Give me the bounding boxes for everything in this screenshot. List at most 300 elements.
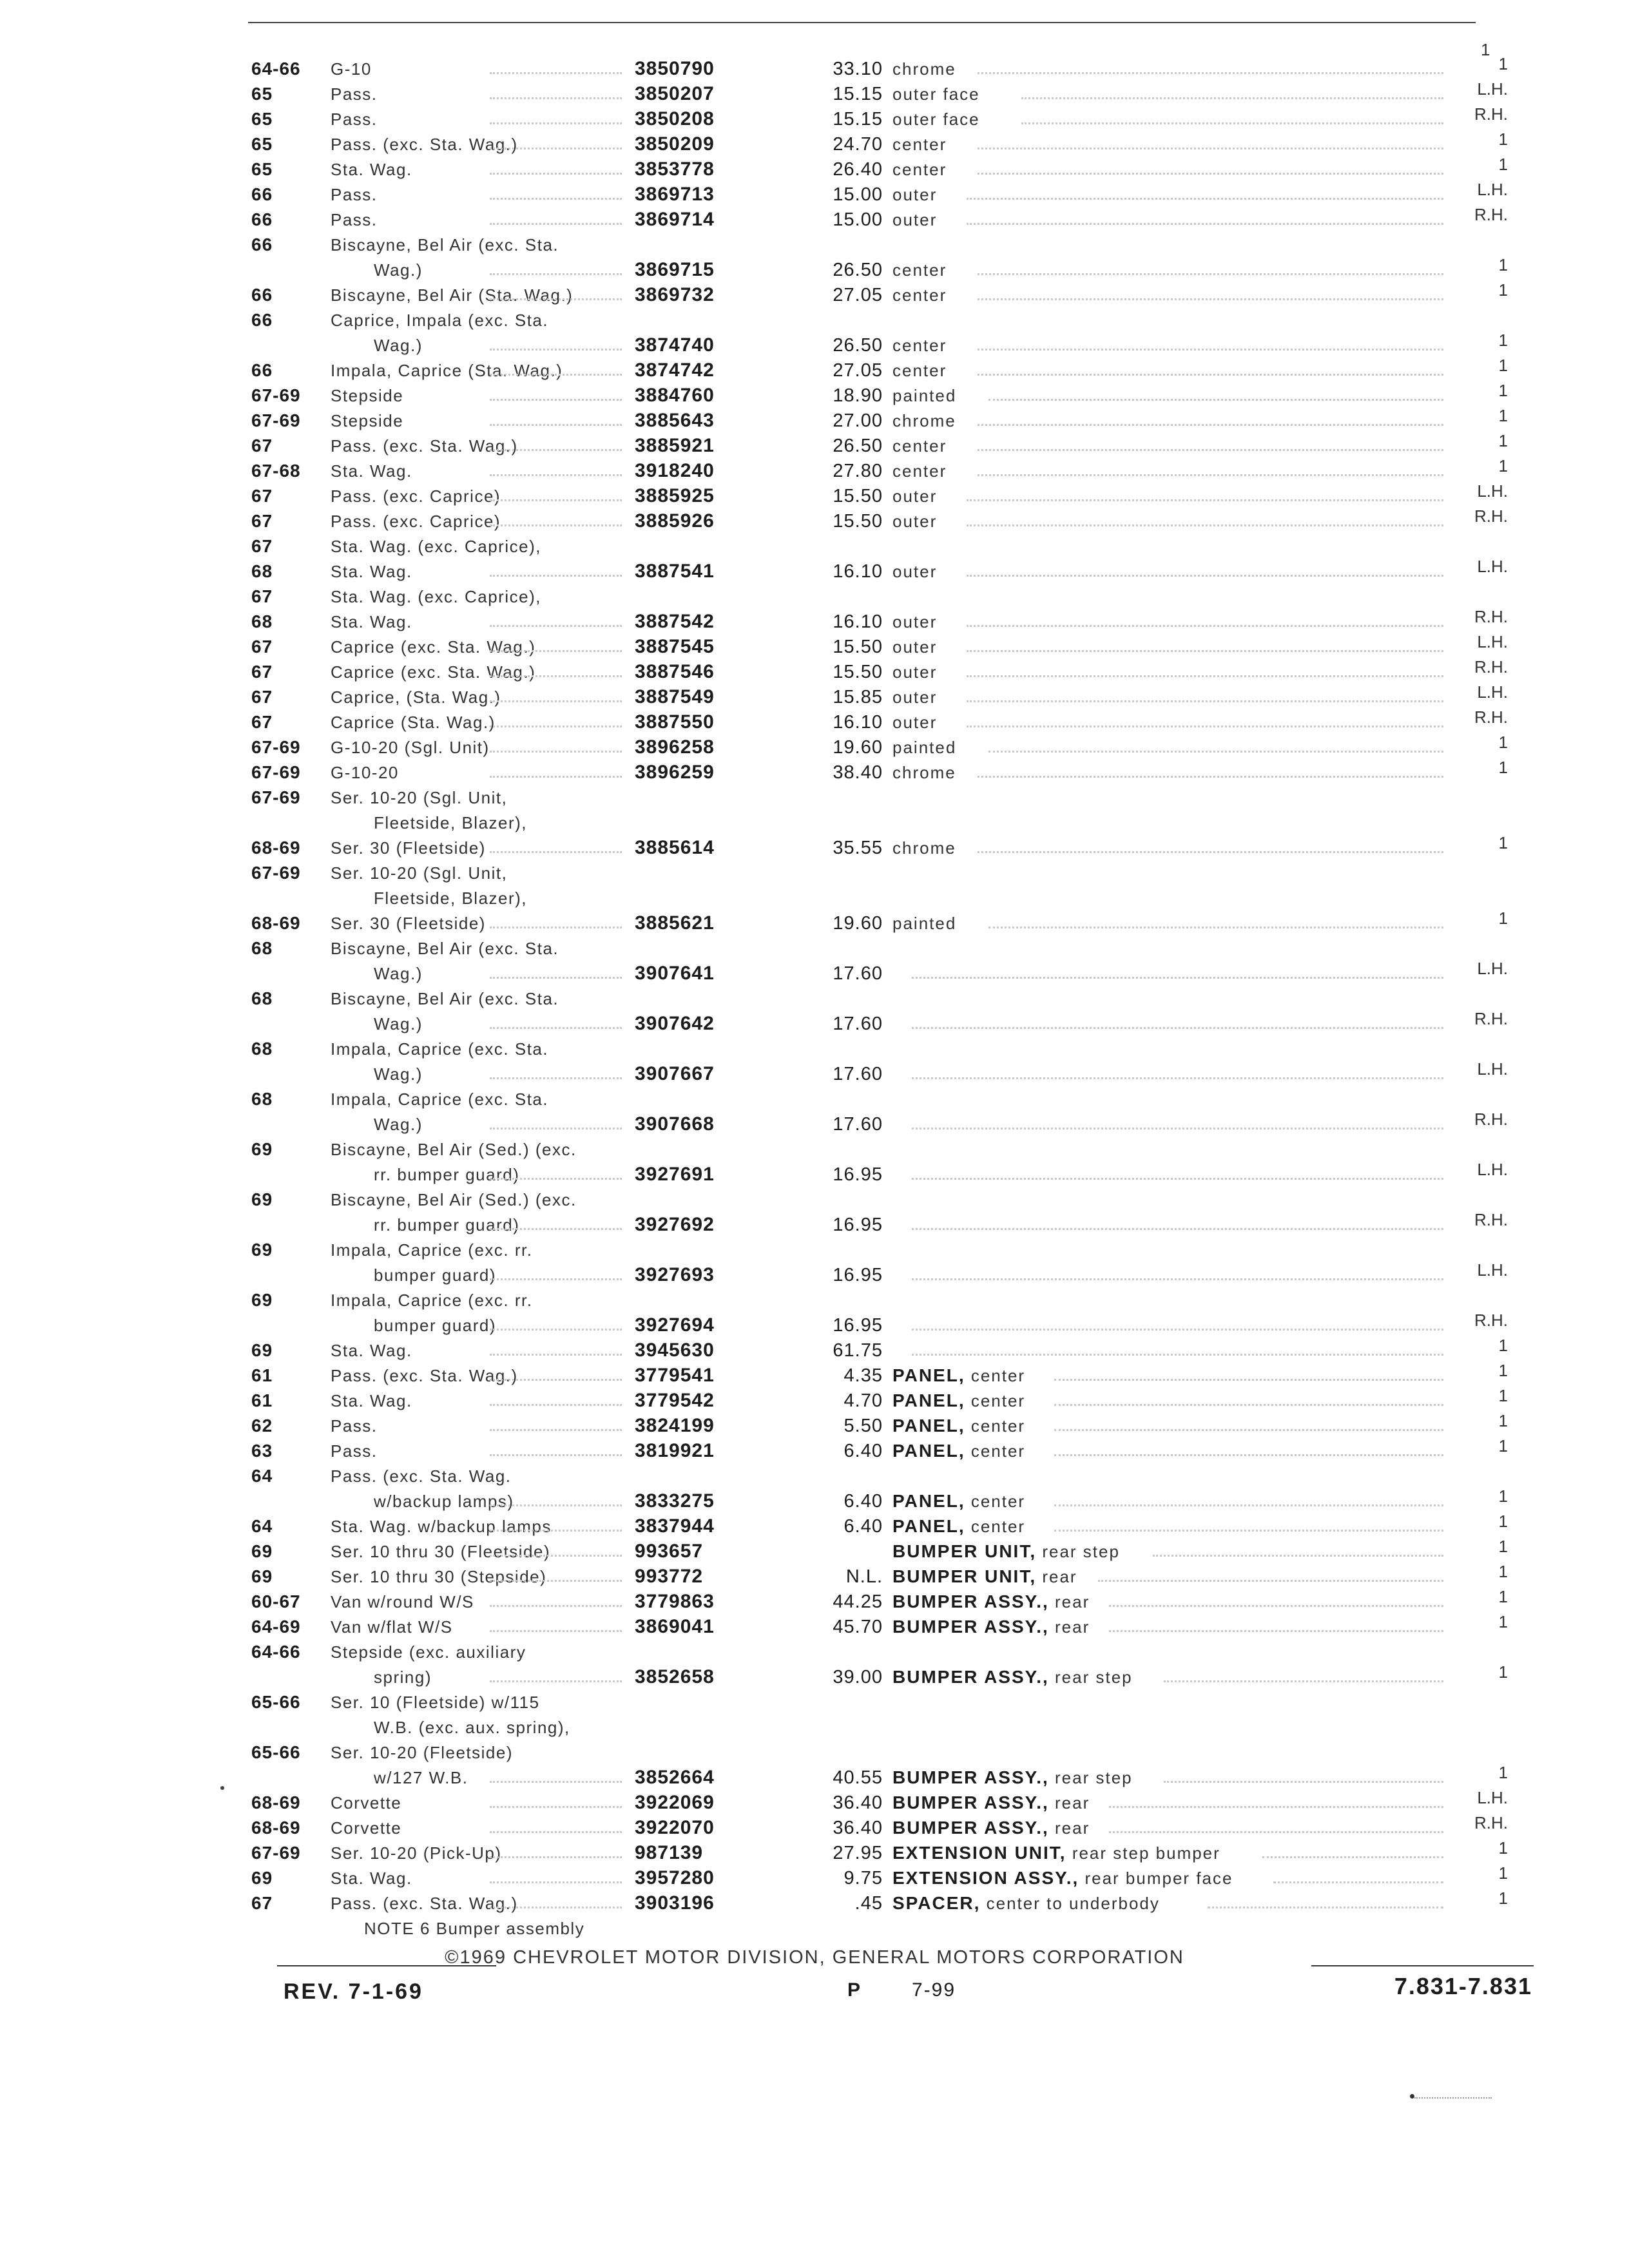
model-year: 66 xyxy=(251,310,273,330)
list-price: 15.50 xyxy=(833,637,883,657)
part-detail: rear step xyxy=(1036,1542,1120,1561)
model-year: 69 xyxy=(251,1139,273,1159)
quantity-side: L.H. xyxy=(1477,180,1508,199)
part-number: 3779863 xyxy=(635,1591,715,1612)
dot-leader xyxy=(967,499,1443,501)
part-number: 3885614 xyxy=(635,837,715,858)
part-number: 3907641 xyxy=(635,963,715,984)
model-description: rr. bumper guard) xyxy=(374,1165,520,1184)
parts-row xyxy=(0,280,1629,308)
part-number: 3852658 xyxy=(635,1666,715,1687)
list-price: 35.55 xyxy=(833,838,883,858)
part-name: PANEL, xyxy=(892,1390,965,1410)
quantity-side: L.H. xyxy=(1477,959,1508,978)
part-detail: center xyxy=(965,1517,1026,1536)
dot-leader xyxy=(490,1781,622,1783)
dot-leader xyxy=(1109,1831,1443,1833)
model-year: 65 xyxy=(251,159,273,179)
parts-row xyxy=(0,682,1629,710)
model-description: Caprice (exc. Sta. Wag.) xyxy=(331,662,536,682)
parts-row xyxy=(0,657,1629,685)
parts-row xyxy=(0,584,1629,610)
part-description xyxy=(892,82,1356,106)
model-year: 65-66 xyxy=(251,1742,301,1762)
part-detail: chrome xyxy=(892,763,956,782)
parts-row xyxy=(0,1464,1629,1514)
part-description xyxy=(892,182,1356,207)
model-year: 68 xyxy=(251,938,273,958)
model-description: Van w/round W/S xyxy=(331,1592,474,1611)
model-year: 67 xyxy=(251,486,273,506)
part-number: 3850790 xyxy=(635,58,715,79)
dot-leader xyxy=(1153,1555,1443,1557)
dot-leader xyxy=(1109,1630,1443,1632)
list-price: 15.50 xyxy=(833,486,883,506)
part-detail: center xyxy=(965,1391,1026,1410)
quantity-side: 1 xyxy=(1498,833,1508,852)
list-price: 6.40 xyxy=(843,1491,883,1512)
dot-leader xyxy=(490,776,622,778)
model-description: Sta. Wag. xyxy=(331,461,412,481)
model-year: 64-66 xyxy=(251,1642,301,1662)
quantity-side: 1 xyxy=(1498,1662,1508,1682)
quantity-side: 1 xyxy=(1498,1888,1508,1908)
dot-leader xyxy=(490,449,622,451)
part-number: 3869732 xyxy=(635,284,715,305)
model-year: 67 xyxy=(251,436,273,456)
part-description xyxy=(892,408,1356,433)
model-year: 67 xyxy=(251,586,273,606)
part-number: 3907642 xyxy=(635,1013,715,1034)
dot-leader xyxy=(490,1404,622,1406)
dot-leader xyxy=(490,273,622,275)
dot-leader xyxy=(490,675,622,677)
quantity-side: 1 xyxy=(1498,431,1508,450)
quantity-side: 1 xyxy=(1498,130,1508,149)
model-year: 67-69 xyxy=(251,1843,301,1863)
model-description: Caprice, (Sta. Wag.) xyxy=(331,687,501,707)
quantity-side: L.H. xyxy=(1477,1788,1508,1807)
part-detail: outer xyxy=(892,713,938,732)
quantity-side: 1 xyxy=(1498,1512,1508,1531)
list-price: 26.50 xyxy=(833,260,883,280)
model-year: 64-66 xyxy=(251,59,301,79)
page-number: 7-99 xyxy=(912,1979,956,2001)
dot-leader xyxy=(490,1077,622,1079)
part-number: 3885925 xyxy=(635,485,715,506)
part-number: 3885926 xyxy=(635,510,715,532)
model-description: Fleetside, Blazer), xyxy=(374,889,528,908)
part-description xyxy=(892,1389,1356,1413)
part-description xyxy=(892,57,1356,81)
part-detail: chrome xyxy=(892,411,956,430)
dot-leader xyxy=(490,1329,622,1331)
dot-leader xyxy=(978,148,1443,149)
top-qty: 1 xyxy=(1481,40,1490,59)
part-number: 3907667 xyxy=(635,1063,715,1084)
part-description xyxy=(892,1791,1356,1815)
quantity-side: R.H. xyxy=(1474,1311,1508,1330)
dot-leader xyxy=(490,1881,622,1883)
dot-leader xyxy=(490,1178,622,1180)
model-year: 68 xyxy=(251,611,273,631)
dot-leader xyxy=(1262,1856,1443,1858)
dot-leader xyxy=(490,625,622,627)
part-description xyxy=(892,207,1356,232)
part-description xyxy=(892,258,1356,282)
parts-row xyxy=(0,1087,1629,1137)
part-number: 3927691 xyxy=(635,1164,715,1185)
model-year: 64-69 xyxy=(251,1617,301,1637)
part-description xyxy=(892,1363,1356,1388)
model-description: rr. bumper guard) xyxy=(374,1215,520,1235)
part-name: PANEL, xyxy=(892,1516,965,1536)
model-year: 68-69 xyxy=(251,1792,301,1812)
model-description: Sta. Wag. xyxy=(331,1341,412,1360)
dot-leader xyxy=(967,223,1443,225)
model-year: 67-69 xyxy=(251,385,301,405)
model-year: 69 xyxy=(251,1541,273,1561)
part-detail: chrome xyxy=(892,59,956,79)
list-price: 61.75 xyxy=(833,1340,883,1361)
model-year: 65 xyxy=(251,134,273,154)
dot-leader xyxy=(490,700,622,702)
quantity-side: 1 xyxy=(1498,1386,1508,1405)
part-number: 993772 xyxy=(635,1566,704,1587)
parts-row xyxy=(0,936,1629,986)
model-description: Impala, Caprice (Sta. Wag.) xyxy=(331,361,563,380)
model-description: Pass. xyxy=(331,110,378,129)
list-price: 6.40 xyxy=(843,1441,883,1461)
parts-row xyxy=(0,132,1629,157)
parts-row xyxy=(0,431,1629,459)
dot-leader xyxy=(978,776,1443,778)
model-year: 67 xyxy=(251,637,273,657)
model-description: Biscayne, Bel Air (exc. Sta. xyxy=(331,939,559,958)
list-price: 15.00 xyxy=(833,184,883,205)
dot-leader xyxy=(967,198,1443,200)
part-description xyxy=(892,383,1356,408)
dot-leader xyxy=(490,927,622,928)
model-year: 67 xyxy=(251,1893,273,1913)
dot-leader xyxy=(1109,1605,1443,1607)
dot-leader xyxy=(912,1077,1443,1079)
part-description xyxy=(892,1564,1356,1589)
model-year: 68 xyxy=(251,1089,273,1109)
model-description: Ser. 10-20 (Pick-Up) xyxy=(331,1843,502,1863)
dot-leader xyxy=(490,1680,622,1682)
parts-row xyxy=(0,1411,1629,1439)
part-number: 3833275 xyxy=(635,1490,715,1512)
part-detail: center xyxy=(892,361,947,380)
dot-leader xyxy=(1054,1504,1443,1506)
model-description: w/backup lamps) xyxy=(374,1492,514,1511)
part-detail: center xyxy=(892,336,947,355)
parts-row xyxy=(0,1386,1629,1414)
part-detail: outer xyxy=(892,662,938,682)
quantity-side: L.H. xyxy=(1477,1160,1508,1179)
model-description: G-10-20 (Sgl. Unit) xyxy=(331,738,490,757)
model-description: Corvette xyxy=(331,1793,402,1812)
model-description: Sta. Wag. xyxy=(331,1391,412,1410)
dot-leader xyxy=(988,927,1443,928)
parts-row xyxy=(0,79,1629,107)
list-price: 39.00 xyxy=(833,1667,883,1687)
model-description: Impala, Caprice (exc. rr. xyxy=(331,1291,533,1310)
list-price: 45.70 xyxy=(833,1617,883,1637)
model-year: 63 xyxy=(251,1441,273,1461)
quantity-side: R.H. xyxy=(1474,506,1508,526)
part-description xyxy=(892,760,1356,785)
dot-leader xyxy=(1098,1580,1443,1582)
list-price: 38.40 xyxy=(833,762,883,783)
dot-leader xyxy=(490,1429,622,1431)
quantity-side: 1 xyxy=(1498,1436,1508,1456)
model-year: 66 xyxy=(251,209,273,229)
model-year: 66 xyxy=(251,235,273,255)
dot-leader xyxy=(978,449,1443,451)
model-description: Stepside xyxy=(331,411,404,430)
part-number: 987139 xyxy=(635,1842,704,1863)
parts-row xyxy=(0,207,1629,233)
quantity-side: 1 xyxy=(1498,280,1508,300)
model-description: Van w/flat W/S xyxy=(331,1617,453,1637)
quantity-side: R.H. xyxy=(1474,657,1508,677)
dot-leader xyxy=(978,851,1443,853)
model-description: Sta. Wag. (exc. Caprice), xyxy=(331,587,541,606)
part-detail: outer face xyxy=(892,110,980,129)
model-year: 66 xyxy=(251,184,273,204)
model-year: 65 xyxy=(251,109,273,129)
model-description: Stepside (exc. auxiliary xyxy=(331,1642,526,1662)
model-description: Ser. 10-20 (Sgl. Unit, xyxy=(331,788,508,807)
part-detail: center xyxy=(892,436,947,456)
list-price: N.L. xyxy=(845,1566,883,1587)
quantity-side: R.H. xyxy=(1474,1009,1508,1028)
model-year: 67 xyxy=(251,536,273,556)
quantity-side: L.H. xyxy=(1477,632,1508,651)
part-description xyxy=(892,509,1356,533)
part-number: 3922069 xyxy=(635,1792,715,1813)
part-detail: rear step bumper xyxy=(1066,1843,1220,1863)
list-price: 15.50 xyxy=(833,662,883,682)
model-description: Impala, Caprice (exc. Sta. xyxy=(331,1039,549,1059)
quantity-side: 1 xyxy=(1498,733,1508,752)
model-description: Caprice (Sta. Wag.) xyxy=(331,713,496,732)
part-number: 3945630 xyxy=(635,1340,715,1361)
model-description: Pass. xyxy=(331,210,378,229)
quantity-side: 1 xyxy=(1498,1562,1508,1581)
part-number: 3887549 xyxy=(635,686,715,707)
part-detail: rear xyxy=(1048,1793,1090,1812)
parts-row xyxy=(0,1338,1629,1363)
quantity-side: 1 xyxy=(1498,1411,1508,1430)
part-detail: rear bumper face xyxy=(1079,1869,1233,1888)
dot-leader xyxy=(912,1178,1443,1180)
dot-leader xyxy=(490,399,622,401)
quantity-side: 1 xyxy=(1498,255,1508,274)
dot-leader xyxy=(1164,1781,1443,1783)
model-description: Wag.) xyxy=(374,260,423,280)
dot-leader xyxy=(967,700,1443,702)
quantity-side: 1 xyxy=(1498,1537,1508,1556)
quantity-side: 1 xyxy=(1498,1336,1508,1355)
dot-leader xyxy=(490,499,622,501)
model-year: 68 xyxy=(251,561,273,581)
part-description xyxy=(892,1539,1356,1564)
part-number: 3884760 xyxy=(635,385,715,406)
model-description: Pass. xyxy=(331,1416,378,1436)
quantity-side: 1 xyxy=(1498,1587,1508,1606)
dot-leader xyxy=(490,1504,622,1506)
list-price: 15.85 xyxy=(833,687,883,707)
dot-leader xyxy=(490,1831,622,1833)
parts-row xyxy=(0,1863,1629,1891)
part-number: 3887545 xyxy=(635,636,715,657)
quantity-side: 1 xyxy=(1498,1361,1508,1380)
list-price: 16.10 xyxy=(833,611,883,632)
dot-leader xyxy=(912,1128,1443,1129)
dot-leader xyxy=(978,349,1443,351)
model-year: 67 xyxy=(251,712,273,732)
part-name: BUMPER UNIT, xyxy=(892,1566,1037,1586)
model-year: 69 xyxy=(251,1566,273,1586)
model-description: Ser. 10 thru 30 (Stepside) xyxy=(331,1567,547,1586)
quantity-side: R.H. xyxy=(1474,1210,1508,1229)
part-detail: painted xyxy=(892,386,957,405)
quantity-side: 1 xyxy=(1498,758,1508,777)
parts-row xyxy=(0,1288,1629,1338)
model-year: 62 xyxy=(251,1416,273,1436)
part-description xyxy=(892,1414,1356,1438)
dot-leader xyxy=(490,751,622,753)
part-description xyxy=(892,1439,1356,1463)
dot-leader xyxy=(978,474,1443,476)
part-number: 3922070 xyxy=(635,1817,715,1838)
model-year: 67 xyxy=(251,662,273,682)
part-description xyxy=(892,911,1356,936)
dot-leader xyxy=(978,72,1443,74)
dot-leader xyxy=(1109,1806,1443,1808)
parts-row xyxy=(0,1788,1629,1816)
dot-leader xyxy=(490,726,622,727)
part-description xyxy=(892,333,1356,358)
part-detail: center xyxy=(892,135,947,154)
model-description: Biscayne, Bel Air (exc. Sta. xyxy=(331,989,559,1008)
part-description xyxy=(892,434,1356,458)
model-year: 67-69 xyxy=(251,737,301,757)
model-year: 69 xyxy=(251,1189,273,1209)
model-year: 67 xyxy=(251,511,273,531)
quantity-side: 1 xyxy=(1498,356,1508,375)
dot-leader xyxy=(978,374,1443,376)
dot-leader xyxy=(490,977,622,979)
model-description: Sta. Wag. xyxy=(331,562,412,581)
dot-leader xyxy=(490,1580,622,1582)
model-year: 68-69 xyxy=(251,1818,301,1838)
model-year: 68 xyxy=(251,988,273,1008)
model-description: Sta. Wag. xyxy=(331,612,412,631)
model-description: Pass. (exc. Sta. Wag.) xyxy=(331,135,518,154)
model-description: Pass. (exc. Sta. Wag.) xyxy=(331,436,518,456)
part-name: PANEL, xyxy=(892,1416,965,1436)
model-description: w/127 W.B. xyxy=(374,1768,468,1787)
parts-row xyxy=(0,861,1629,911)
part-description xyxy=(892,1891,1356,1916)
model-year: 68-69 xyxy=(251,913,301,933)
part-description xyxy=(892,836,1356,860)
part-number: 3850207 xyxy=(635,83,715,104)
model-year: 67 xyxy=(251,687,273,707)
dot-leader xyxy=(490,650,622,652)
parts-row xyxy=(0,1740,1629,1791)
part-description xyxy=(892,1665,1356,1689)
parts-row xyxy=(0,1564,1629,1590)
dot-leader xyxy=(490,198,622,200)
part-name: SPACER, xyxy=(892,1893,981,1913)
list-price: 16.95 xyxy=(833,1164,883,1185)
part-description xyxy=(892,1841,1356,1865)
dot-leader xyxy=(490,1856,622,1858)
quantity-side: 1 xyxy=(1498,1838,1508,1858)
dot-leader xyxy=(490,173,622,175)
model-description: bumper guard) xyxy=(374,1316,497,1335)
parts-row xyxy=(0,1539,1629,1564)
dot-leader xyxy=(988,751,1443,753)
list-price: 26.50 xyxy=(833,335,883,356)
copyright-line: ©1969 CHEVROLET MOTOR DIVISION, GENERAL MOTORS CORPORATION xyxy=(445,1947,1184,1968)
quantity-side: L.H. xyxy=(1477,79,1508,99)
model-description: Sta. Wag. w/backup lamps xyxy=(331,1517,552,1536)
model-description: Pass. (exc. Sta. Wag.) xyxy=(331,1894,518,1913)
model-description: Stepside xyxy=(331,386,404,405)
dot-leader xyxy=(988,399,1443,401)
part-number: 3885621 xyxy=(635,912,715,934)
part-name: BUMPER ASSY., xyxy=(892,1591,1049,1611)
parts-row xyxy=(0,54,1629,82)
part-number: 3957280 xyxy=(635,1867,715,1888)
model-year: 67-69 xyxy=(251,762,301,782)
dot-leader xyxy=(490,298,622,300)
part-detail: outer xyxy=(892,687,938,707)
part-number: 3918240 xyxy=(635,460,715,481)
model-year: 65-66 xyxy=(251,1692,301,1712)
parts-row xyxy=(0,358,1629,383)
part-detail: outer xyxy=(892,210,938,229)
part-name: BUMPER ASSY., xyxy=(892,1767,1049,1787)
part-number: 3903196 xyxy=(635,1892,715,1914)
parts-row xyxy=(0,833,1629,861)
quantity-side: R.H. xyxy=(1474,205,1508,224)
part-detail: center xyxy=(965,1366,1026,1385)
part-number: 3887550 xyxy=(635,711,715,733)
parts-row xyxy=(0,908,1629,936)
list-price: 36.40 xyxy=(833,1792,883,1813)
part-description xyxy=(892,1514,1356,1539)
dot-leader xyxy=(490,122,622,124)
part-number: 3896258 xyxy=(635,736,715,758)
part-description xyxy=(892,1765,1356,1790)
part-detail: outer xyxy=(892,512,938,531)
model-description: Pass. xyxy=(331,84,378,104)
parts-row xyxy=(0,1813,1629,1841)
part-detail: painted xyxy=(892,738,957,757)
part-detail: center xyxy=(965,1441,1026,1461)
list-price: 24.70 xyxy=(833,134,883,155)
list-price: 18.90 xyxy=(833,385,883,406)
dot-leader xyxy=(967,524,1443,526)
parts-row xyxy=(0,1690,1629,1740)
